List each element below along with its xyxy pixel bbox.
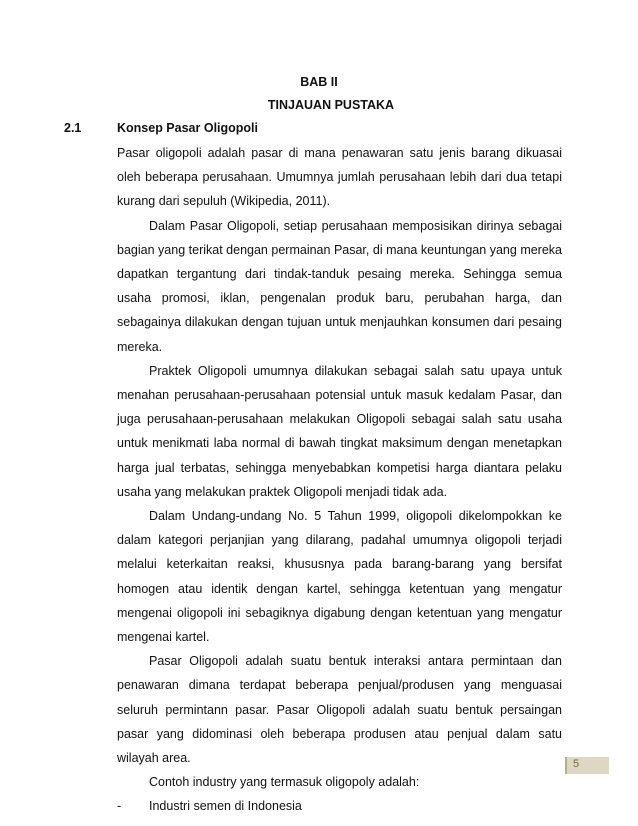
paragraph: Dalam Undang-undang No. 5 Tahun 1999, oligopoli dikelompokkan ke dalam kategori perjanjian yang dilarang, padahal umumnya oligopoli terjadi melalui keterkaitan reaksi, khususnya pada barang-barang yang bersifat homogen atau identik dengan kartel, sehingga ketentuan yang mengatur mengenai oligopoli ini sebagiknya digabung dengan ketentuan yang mengatur mengenai kartel. xyxy=(117,509,562,645)
page-number: 5 xyxy=(573,758,580,770)
paragraph: Contoh industry yang termasuk oligopoly adalah: xyxy=(149,775,420,790)
paragraph: Dalam Pasar Oligopoli, setiap perusahaan memposisikan dirinya sebagai bagian yang terikat dengan permainan Pasar, di mana keuntungan yang mereka dapatkan tergantung dari tindak-tanduk pesaing mereka. Sehingga semua usaha promosi, iklan, pengenalan produk baru, perubahan harga, dan sebagainya dilakukan dengan tujuan untuk menjauhkan konsumen dari pesaing mereka. xyxy=(117,218,562,354)
list-item xyxy=(117,794,562,818)
list-bullet: - xyxy=(117,799,122,814)
section-number: 2.1 xyxy=(64,121,82,135)
paragraph: Pasar oligopoli adalah pasar di mana penawaran satu jenis barang dikuasai oleh beberapa perusahaan. Umumnya jumlah perusahaan lebih dari dua tetapi kurang dari sepuluh (Wikipedia, 2011). xyxy=(117,146,562,209)
chapter-title: TINJAUAN PUSTAKA xyxy=(267,98,395,112)
chapter-heading: BAB II xyxy=(300,75,338,89)
list-item-text: Industri semen di Indonesia xyxy=(149,799,302,814)
body-text xyxy=(117,141,562,819)
paragraph: Praktek Oligopoli umumnya dilakukan sebagai salah satu upaya untuk menahan perusahaan-perusahaan potensial untuk masuk kedalam Pasar, dan juga perusahaan-perusahaan melakukan Oligopoli sebagai salah satu usaha untuk menikmati laba normal di bawah tingkat maksimum dengan menetapkan harga jual terbatas, sehingga menyebabkan kompetisi harga diantara pelaku usaha yang melakukan praktek Oligopoli menjadi tidak ada. xyxy=(117,363,562,499)
paragraph: Pasar Oligopoli adalah suatu bentuk interaksi antara permintaan dan penawaran dimana terdapat beberapa penjual/produsen yang menguasai seluruh permintann pasar. Pasar Oligopoli adalah suatu bentuk persaingan pasar yang didominasi oleh beberapa produsen atau penjual dalam satu wilayah area. xyxy=(117,654,562,766)
section-title: Konsep Pasar Oligopoli xyxy=(117,121,258,135)
page-number-box xyxy=(565,757,609,774)
